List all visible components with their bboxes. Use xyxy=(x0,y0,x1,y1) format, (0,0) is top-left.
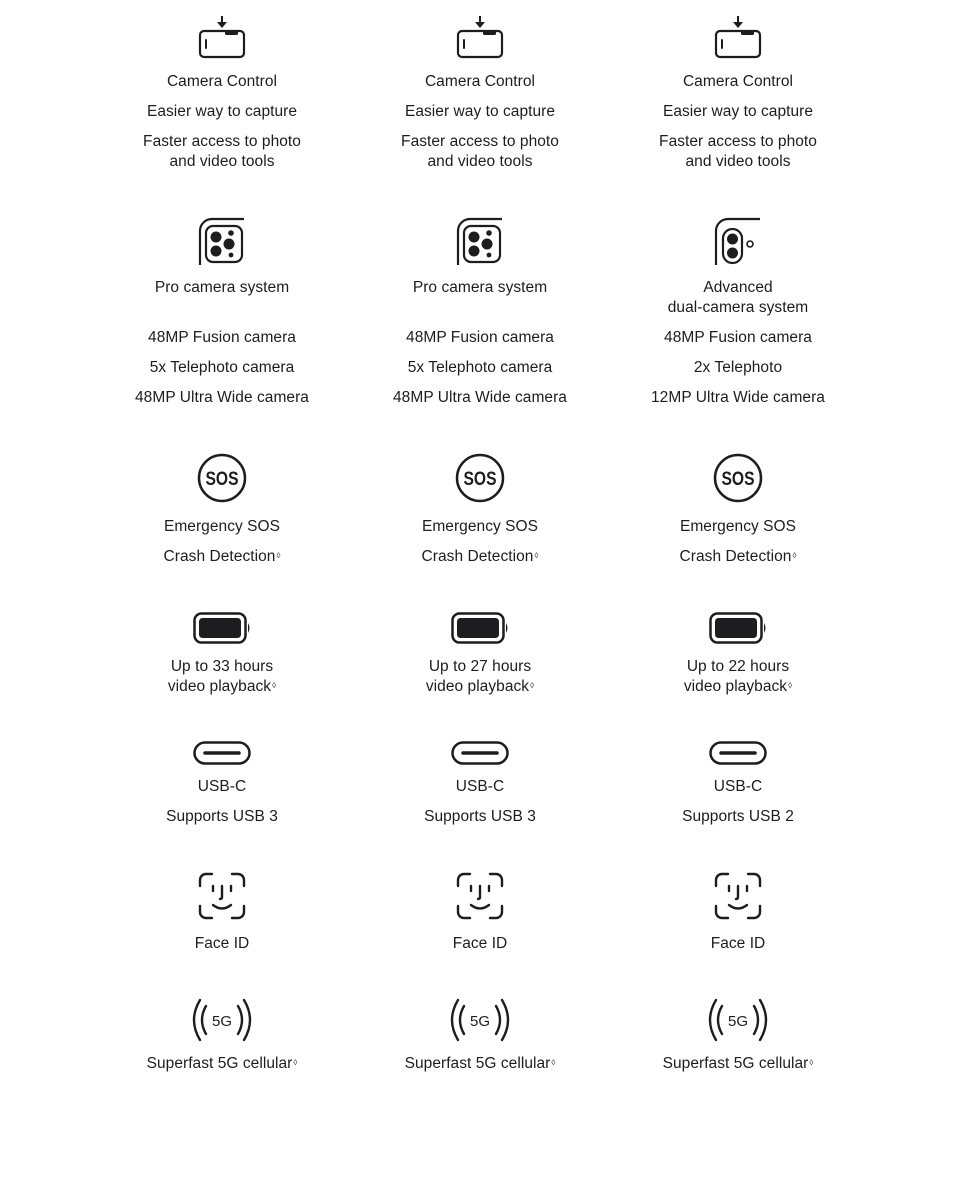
camera-control-icon xyxy=(102,16,342,60)
feature-line: 48MP Ultra Wide camera xyxy=(135,389,309,406)
5g-label: 5G xyxy=(211,1013,233,1030)
feature-line: 2x Telephoto xyxy=(693,359,783,376)
footnote-mark: ◊ xyxy=(551,1058,556,1067)
feature-line: Crash Detection◊ xyxy=(679,548,797,565)
feature-line: Crash Detection◊ xyxy=(163,548,281,565)
dual-camera-icon xyxy=(618,217,858,265)
face-id-icon xyxy=(618,872,858,920)
triple-camera-icon xyxy=(360,217,600,265)
feature-line: Easier way to capture xyxy=(404,103,556,120)
feature-line: 48MP Fusion camera xyxy=(406,329,554,346)
feature-line: Faster access to photo xyxy=(143,133,301,150)
comparison-column-3 xyxy=(618,0,858,1178)
footnote-mark: ◊ xyxy=(534,551,539,560)
5g-icon xyxy=(618,998,858,1042)
feature-line: Supports USB 3 xyxy=(424,808,536,825)
feature-title: Superfast 5G cellular◊ xyxy=(662,1055,814,1072)
feature-title: Pro camera system xyxy=(154,279,290,296)
feature-line: Faster access to photo xyxy=(659,133,817,150)
comparison-column-1 xyxy=(102,0,342,1178)
feature-line: and video tools xyxy=(685,153,791,170)
feature-title: dual-camera system xyxy=(667,299,809,316)
5g-icon xyxy=(102,998,342,1042)
comparison-column-2 xyxy=(360,0,600,1178)
feature-title: Camera Control xyxy=(166,73,278,90)
feature-line: Easier way to capture xyxy=(146,103,298,120)
triple-camera-icon xyxy=(102,217,342,265)
sos-icon xyxy=(618,453,858,503)
battery-icon xyxy=(618,612,858,644)
camera-control-icon xyxy=(360,16,600,60)
feature-line: 48MP Fusion camera xyxy=(148,329,296,346)
svg-text:SOS: SOS xyxy=(205,469,239,490)
feature-title: Superfast 5G cellular◊ xyxy=(146,1055,298,1072)
feature-line: 12MP Ultra Wide camera xyxy=(651,389,825,406)
feature-line: 48MP Fusion camera xyxy=(664,329,812,346)
battery-icon xyxy=(102,612,342,644)
sos-icon xyxy=(360,453,600,503)
feature-line: and video tools xyxy=(427,153,533,170)
footnote-mark: ◊ xyxy=(792,551,797,560)
feature-line: 48MP Ultra Wide camera xyxy=(393,389,567,406)
feature-line: video playback◊ xyxy=(683,678,793,695)
footnote-mark: ◊ xyxy=(530,681,535,690)
feature-title: Up to 33 hours xyxy=(170,658,274,675)
feature-line: and video tools xyxy=(169,153,275,170)
5g-label: 5G xyxy=(469,1013,491,1030)
footnote-mark: ◊ xyxy=(276,551,281,560)
usb-c-icon xyxy=(360,741,600,765)
battery-icon xyxy=(360,612,600,644)
feature-title: Advanced xyxy=(703,279,773,296)
feature-title: Camera Control xyxy=(424,73,536,90)
feature-title: Superfast 5G cellular◊ xyxy=(404,1055,556,1072)
footnote-mark: ◊ xyxy=(293,1058,298,1067)
feature-line: Easier way to capture xyxy=(662,103,814,120)
feature-line: 5x Telephoto camera xyxy=(149,359,295,376)
feature-line: Faster access to photo xyxy=(401,133,559,150)
feature-title: Up to 22 hours xyxy=(686,658,790,675)
feature-title: Emergency SOS xyxy=(163,518,281,535)
footnote-mark: ◊ xyxy=(272,681,277,690)
camera-control-icon xyxy=(618,16,858,60)
svg-text:SOS: SOS xyxy=(721,469,755,490)
svg-text:SOS: SOS xyxy=(463,469,497,490)
face-id-icon xyxy=(102,872,342,920)
feature-line: 5x Telephoto camera xyxy=(407,359,553,376)
face-id-icon xyxy=(360,872,600,920)
feature-title: Face ID xyxy=(710,935,766,952)
feature-line: Crash Detection◊ xyxy=(421,548,539,565)
feature-title: Pro camera system xyxy=(412,279,548,296)
feature-title: Emergency SOS xyxy=(679,518,797,535)
feature-title: USB-C xyxy=(713,778,763,795)
feature-line: Supports USB 2 xyxy=(682,808,794,825)
usb-c-icon xyxy=(618,741,858,765)
footnote-mark: ◊ xyxy=(809,1058,814,1067)
5g-label: 5G xyxy=(727,1013,749,1030)
feature-title: Face ID xyxy=(452,935,508,952)
footnote-mark: ◊ xyxy=(788,681,793,690)
feature-line: video playback◊ xyxy=(425,678,535,695)
5g-icon xyxy=(360,998,600,1042)
feature-title: Camera Control xyxy=(682,73,794,90)
feature-title: Emergency SOS xyxy=(421,518,539,535)
feature-title: USB-C xyxy=(455,778,505,795)
sos-icon xyxy=(102,453,342,503)
feature-title: USB-C xyxy=(197,778,247,795)
feature-line: video playback◊ xyxy=(167,678,277,695)
feature-title: Face ID xyxy=(194,935,250,952)
usb-c-icon xyxy=(102,741,342,765)
feature-title: Up to 27 hours xyxy=(428,658,532,675)
feature-line: Supports USB 3 xyxy=(166,808,278,825)
